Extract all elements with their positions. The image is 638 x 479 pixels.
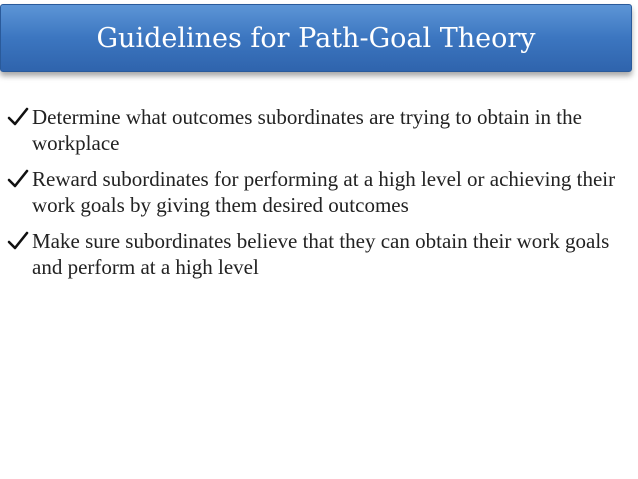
title-banner: [0, 4, 632, 72]
bullet-text: Reward subordinates for performing at a high level or achieving their work goals by giving them desired outcomes: [32, 167, 616, 217]
slide-title: Guidelines for Path-Goal Theory: [96, 22, 536, 54]
bullet-item: [6, 228, 626, 280]
bullet-text: Make sure subordinates believe that they can obtain their work goals and perform at a high level: [32, 229, 610, 279]
bullet-text: Determine what outcomes subordinates are trying to obtain in the workplace: [32, 105, 582, 155]
checkmark-icon: [7, 104, 29, 130]
bullet-item: [6, 104, 626, 156]
bullet-list: [6, 104, 626, 290]
checkmark-icon: [7, 166, 29, 192]
checkmark-icon: [7, 228, 29, 254]
bullet-item: [6, 166, 626, 218]
